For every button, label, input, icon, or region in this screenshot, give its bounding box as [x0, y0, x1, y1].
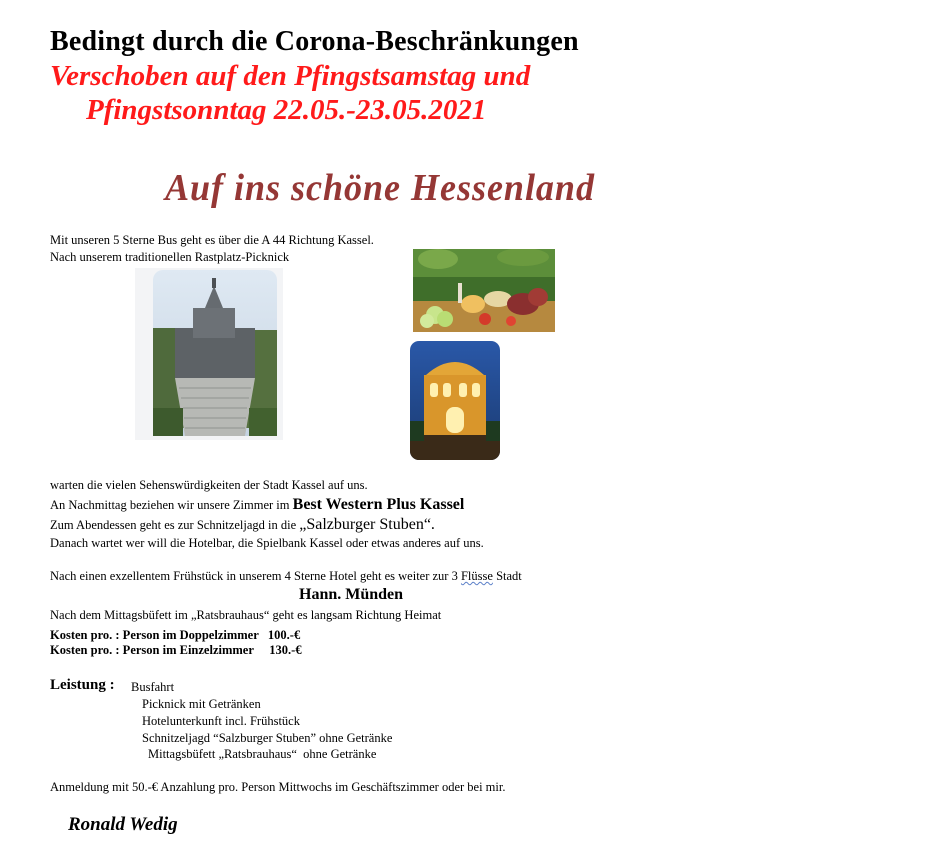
picnic-food-photo: [413, 249, 555, 332]
restaurant-name: „Salzburger Stuben“.: [299, 516, 435, 533]
price-single: Kosten pro. : Person im Einzelzimmer 130.-€: [50, 643, 302, 657]
hotel-name: Best Western Plus Kassel: [292, 496, 465, 513]
services-label: Leistung :: [50, 677, 115, 693]
service-item: Schnitzeljagd “Salzburger Stuben” ohne Getränke: [142, 731, 393, 745]
heading-line-3: Pfingstsonntag 22.05.-23.05.2021: [86, 94, 487, 126]
heading-line-1: Bedingt durch die Corona-Beschränkungen: [50, 26, 579, 57]
registration-note: Anmeldung mit 50.-€ Anzahlung pro. Person Mittwochs im Geschäftszimmer oder bei mir.: [50, 780, 506, 794]
day2-line-2: Nach dem Mittagsbüfett im „Ratsbrauhaus“ geht es langsam Richtung Heimat: [50, 608, 442, 622]
city-name: Hann. Münden: [299, 586, 404, 603]
day1-line-4: Danach wartet wer will die Hotelbar, die Spielbank Kassel oder etwas anderes auf uns.: [50, 536, 484, 550]
service-item: Picknick mit Getränken: [142, 697, 261, 711]
day1-line-2: An Nachmittag beziehen wir unsere Zimmer im Best Western Plus Kassel: [50, 496, 465, 513]
intro-line-1: Mit unseren 5 Sterne Bus geht es über die A 44 Richtung Kassel.: [50, 233, 374, 247]
day2-line-1: Nach einen exzellentem Frühstück in unserem 4 Sterne Hotel geht es weiter zur 3 Flüsse Stadt: [50, 569, 522, 583]
heading-line-2: Verschoben auf den Pfingstsamstag und: [50, 60, 531, 92]
day1-line-1: warten die vielen Sehenswürdigkeiten der Stadt Kassel auf uns.: [50, 478, 368, 492]
signature: Ronald Wedig: [68, 814, 178, 835]
service-item: Mittagsbüfett „Ratsbrauhaus“ ohne Getränke: [148, 747, 377, 761]
palace-night-photo: [410, 341, 500, 460]
hercules-monument-photo: [135, 268, 283, 440]
service-item: Busfahrt: [131, 680, 175, 694]
tagline: Auf ins schöne Hessenland: [165, 167, 595, 209]
price-double: Kosten pro. : Person im Doppelzimmer 100.-€: [50, 628, 301, 642]
intro-line-2: Nach unserem traditionellen Rastplatz-Picknick: [50, 250, 290, 264]
service-item: Hotelunterkunft incl. Frühstück: [142, 714, 300, 728]
day1-line-3: Zum Abendessen geht es zur Schnitzeljagd in die „Salzburger Stuben“.: [50, 516, 435, 533]
